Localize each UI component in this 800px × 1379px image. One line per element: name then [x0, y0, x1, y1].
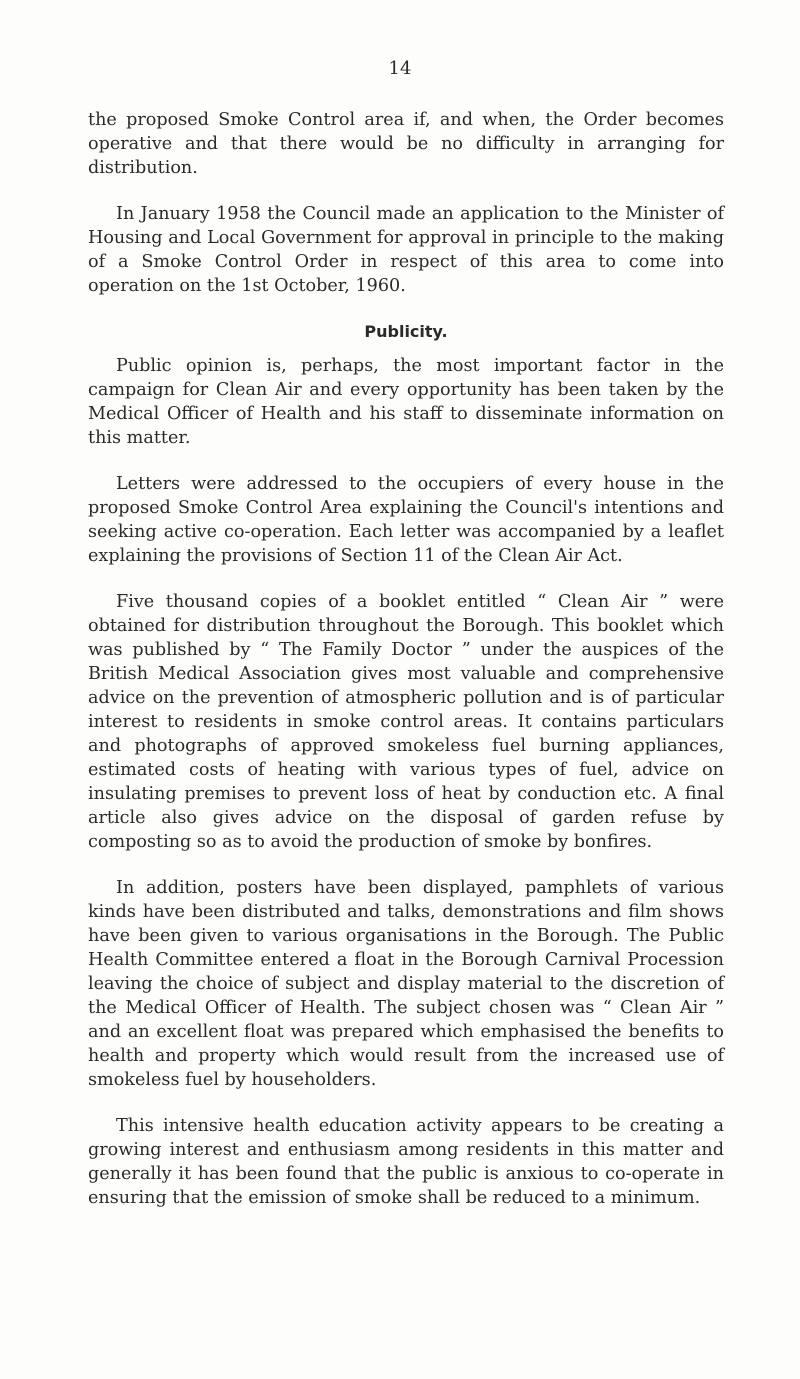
paragraph-posters-carnival: In addition, posters have been displayed, pamphlets of various kinds have been distributed and talks, demonstrations and film shows have been given to various organisations in the Borough. The Public Health Committee entered a float in the Borough Carnival Procession leaving the choice of subject and display material to the discretion of the Medical Officer of Health. The subject chosen was “ Clean Air ” and an excellent float was prepared which emphasised the benefits to health and property which would result from the increased use of smokeless fuel by householders. [88, 878, 724, 1090]
section-heading-publicity: Publicity. [364, 322, 448, 341]
paragraph-january-application: In January 1958 the Council made an application to the Minister of Housing and Local Government for approval in principle to the making of a Smoke Control Order in respect of this area to come into operation on the 1st October, 1960. [88, 204, 724, 296]
paragraph-public-opinion: Public opinion is, perhaps, the most important factor in the campaign for Clean Air and every opportunity has been taken by the Medical Officer of Health and his staff to disseminate information on this matter. [88, 356, 724, 448]
page-number: 14 [388, 58, 412, 79]
paragraph-letters: Letters were addressed to the occupiers of every house in the proposed Smoke Control Area explaining the Council's intentions and seeking active co-operation. Each letter was accompanied by a leaflet explaining the provisions of Section 11 of the Clean Air Act. [88, 474, 724, 566]
body-text [88, 108, 724, 1232]
paragraph-booklet: Five thousand copies of a booklet entitled “ Clean Air ” were obtained for distribution throughout the Borough. This booklet which was published by “ The Family Doctor ” under the auspices of the British Medical Association gives most valuable and comprehensive advice on the prevention of atmospheric pollution and is of particular interest to residents in smoke control areas. It contains particulars and photographs of approved smokeless fuel burning appliances, estimated costs of heating with various types of fuel, advice on insulating premises to prevent loss of heat by conduction etc. A final article also gives advice on the disposal of garden refuse by composting so as to avoid the production of smoke by bonfires. [88, 592, 724, 852]
paragraph-continuation: the proposed Smoke Control area if, and when, the Order becomes operative and that there would be no difficulty in arranging for distribution. [88, 110, 724, 178]
paragraph-health-education: This intensive health education activity appears to be creating a growing interest and enthusiasm among residents in this matter and generally it has been found that the public is anxious to co-operate in ensuring that the emission of smoke shall be reduced to a minimum. [88, 1116, 724, 1208]
